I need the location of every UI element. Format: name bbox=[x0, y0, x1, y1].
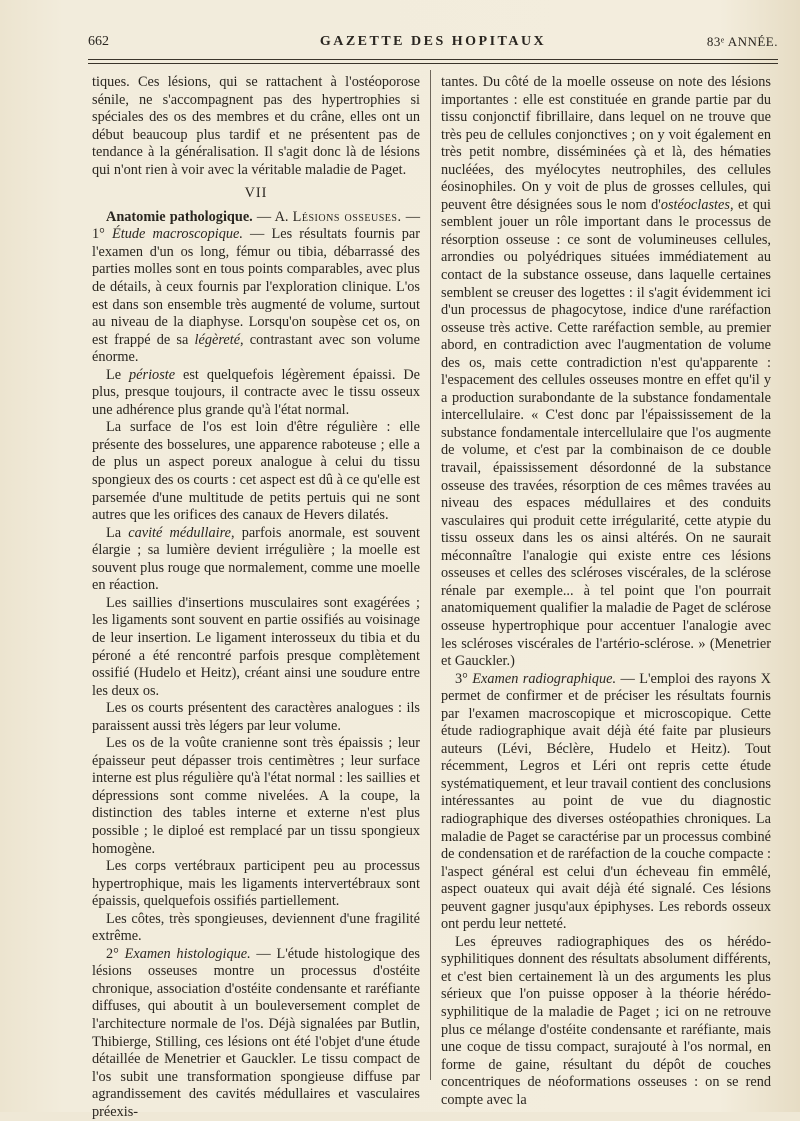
text-run: 3° bbox=[455, 670, 473, 687]
right-column bbox=[441, 74, 771, 1109]
paragraph: tiques. Ces lésions, qui se rattachent à l'ostéoporose sénile, ne s'accompagnent pas des hypertrophies si spéciales des os des membres et du crâne, elles ont un début beaucoup plus tardif et ne présentent pas de tendance à la généralisation. Il s'agit donc là de lésions qui n'ont rien à voir avec la véritable maladie de Paget. bbox=[92, 74, 420, 178]
emphasis: légèreté bbox=[194, 331, 241, 348]
paragraph: Les os de la voûte cranienne sont très épaissis ; leur épaisseur peut dépasser trois centimètres ; leur surface interne est plus régulière qu'à l'état normal : les saillies et dépressions sont comme nivelées. A la coupe, la distinction des tables interne et externe n'est plus possible ; le diploé est remplacé par un tissu spongieux homogène. bbox=[92, 735, 420, 857]
text-run: tantes. Du côté de la moelle osseuse on note des lésions importantes : elle est constituée en grande partie par du tissu conjonctif fibrillaire, dans lequel on ne trouve que très peu de cellules conjonctives ; on y voit également en très petit nombre, disséminées çà et là, des hématies nucléées, des myélocytes neutrophiles, des cellules éosinophiles. On y voit de plus de grosses cellules, qui peuvent être désignées sous le nom d' bbox=[441, 74, 771, 213]
text-run: 2° bbox=[106, 945, 125, 962]
page-number: 662 bbox=[88, 34, 109, 49]
emphasis: ostéoclastes bbox=[660, 196, 730, 213]
column-divider bbox=[430, 70, 431, 1080]
subsection-title: Étude macroscopique. bbox=[112, 226, 243, 243]
text-run: — 1° bbox=[92, 208, 420, 243]
text-run: — Les résultats fournis par l'examen d'un os long, fémur ou tibia, débarrassé des parties molles sont en tous points comparables, avec plus de détails, à ceux fournis par l'exploration clinique. L'os est dans son ensemble très augmenté de volume, surtout au niveau de la diaphyse. Lorsqu'on soupèse cet os, on est frappé de sa bbox=[92, 226, 420, 348]
paragraph bbox=[92, 367, 420, 420]
journal-title: GAZETTE DES HOPITAUX bbox=[319, 34, 547, 49]
text-run: est quelquefois légèrement épaissi. De plus, presque toujours, il contracte avec le tissu osseux une adhérence plus grande qu'à l'état normal. bbox=[92, 366, 420, 418]
header-rule-thick bbox=[88, 59, 778, 60]
text-run: , et qui semblent jouer un rôle important dans le processus de résorption osseuse : ce sont de volumineuses cellules, arrondies ou polyédriques situées immédiatement au contact de la substance osseuse, dans laquelle certaines semblent se creuser des logettes : il s'agit évidemment ici d'un processus de phagocytose, indice d'une raréfaction osseuse très active. Cette raréfaction semble, au premier abord, en contradiction avec l'augmentation de volume des os, mais cette contradiction n'est qu'apparente : l'espacement des cellules osseuses montre en effet qu'il y a production surabondante de la substance fondamentale intercellulaire. « C'est donc par l'épaississement de la substance fondamentale intercellulaire que l'os augmente de volume, et c'est par la combinaison de ce double travail, épaississement désordonné de la substance osseuse des travées, résorption de ces mêmes travées au niveau des espaces médullaires et des conduits vasculaires qui produit cette irrégularité, cette atypie du tissu osseux dans les os ainsi altérés. On ne saurait méconnaître l'analogie qui existe entre ces lésions osseuses et celles des scléroses viscérales, de la sclérose rénale par exemple... à tel point que l'on pourrait anatomiquement qualifier la maladie de Paget de sclérose osseuse hypertrophique pour accentuer l'analogie avec les scléroses viscérales de l'artério-sclérose. » (Menetrier et Gauckler.) bbox=[441, 196, 771, 670]
paragraph: Les saillies d'insertions musculaires sont exagérées ; les ligaments sont souvent en partie ossifiés au voisinage de leur insertion. Le ligament interosseux du tibia et du péroné a été rencontré parfois presque complètement ossifié (Hudelo et Heitz), créant ainsi une soudure entre les deux os. bbox=[92, 594, 420, 699]
text-run: Le bbox=[106, 366, 130, 383]
journal-year: 83ᵉ ANNÉE. bbox=[706, 34, 778, 49]
paragraph bbox=[92, 946, 420, 1121]
emphasis: périoste bbox=[129, 366, 176, 383]
paragraph: Les os courts présentent des caractères analogues : ils paraissent aussi très légers par leur volume. bbox=[92, 700, 420, 734]
subsection-heading: Lésions osseuses. bbox=[292, 208, 402, 225]
paragraph: Les épreuves radiographiques des os hérédo-syphilitiques donnent des résultats absolument différents, et c'est bien certainement là un des arguments les plus sérieux que l'on puisse opposer à la théorie hérédo-syphilitique de la maladie de Paget ; ici on ne retrouve plus ce mélange d'ostéite condensante et raréfiante, mais une coque de tissu compact, surajouté à l'os normal, en forme de gaine, résultant du dépôt de couches concentriques de néoformations osseuses : on se rend compte avec la bbox=[441, 933, 771, 1108]
text-run: — A. bbox=[252, 208, 293, 225]
paragraph: Les côtes, très spongieuses, deviennent d'une fragilité extrême. bbox=[92, 910, 420, 945]
paragraph bbox=[441, 74, 771, 671]
text-run: La bbox=[106, 524, 129, 541]
section-heading: Anatomie pathologique. bbox=[106, 208, 253, 225]
text-run: , parfois anormale, est souvent élargie ; sa lumière devient irrégulière ; la moelle est souvent plus rouge que normalement, comme une moelle en réaction. bbox=[92, 524, 420, 594]
text-run: — L'emploi des rayons X permet de confirmer et de préciser les résultats fournis par l'examen macroscopique et microscopique. Cette étude radiographique avait déjà été faite par plusieurs auteurs (Lévi, Béclère, Hudelo et Heitz). Tout récemment, Legros et Léri ont repris cette étude systématiquement, et leur travail contient des conclusions intéressantes au point de vue du diagnostic radiographique des diverses ostéopathies chroniques. La maladie de Paget se caractérise par un processus combiné de condensation et de raréfaction de la couche compacte : l'aspect général est celui d'un écheveau fin emmêlé, aspect ouateux qui avait déjà été signalé. Ces lésions peuvent gagner jusqu'aux épiphyses. Les rebords osseux ont perdu leur netteté. bbox=[441, 670, 771, 933]
emphasis: cavité médullaire bbox=[128, 524, 231, 541]
left-column bbox=[92, 74, 420, 1121]
header-rule-thin bbox=[88, 63, 778, 64]
page-header bbox=[88, 32, 778, 54]
paragraph: La surface de l'os est loin d'être régulière : elle présente des bosselures, une apparence raboteuse ; elle a de plus un aspect poreux analogue à celui du tissu spongieux des os courts : cet aspect est dû à ce qu'elle est parsemée d'une multitude de petits pertuis qui ne sont autres que les orifices des canaux de Hevers dilatés. bbox=[92, 419, 420, 524]
text-run: , contrastant avec son volume énorme. bbox=[92, 331, 421, 366]
paragraph: Les corps vertébraux participent peu au processus hypertrophique, mais les ligaments intervertébraux sont épaissis, quelquefois ossifiés partiellement. bbox=[92, 858, 420, 910]
paragraph bbox=[92, 525, 420, 595]
text-run: — L'étude histologique des lésions osseuses montre un processus d'ostéite chronique, association d'ostéite condensante et raréfiante diffuses, qui aboutit à un bouleversement complet de l'architecture normale de l'os. Déjà signalées par Butlin, Thibierge, Stilling, ces lésions ont été l'objet d'une étude détaillée de Menetrier et Gauckler. Le tissu compact de l'os subit une transformation spongieuse diffuse par agrandissement des cavités médullaires et vasculaires préexis- bbox=[92, 945, 420, 1120]
paragraph bbox=[92, 209, 420, 367]
subsection-title: Examen radiographique. bbox=[472, 670, 617, 687]
paragraph bbox=[441, 671, 771, 934]
section-number: VII bbox=[244, 185, 268, 202]
subsection-title: Examen histologique. bbox=[124, 945, 251, 962]
